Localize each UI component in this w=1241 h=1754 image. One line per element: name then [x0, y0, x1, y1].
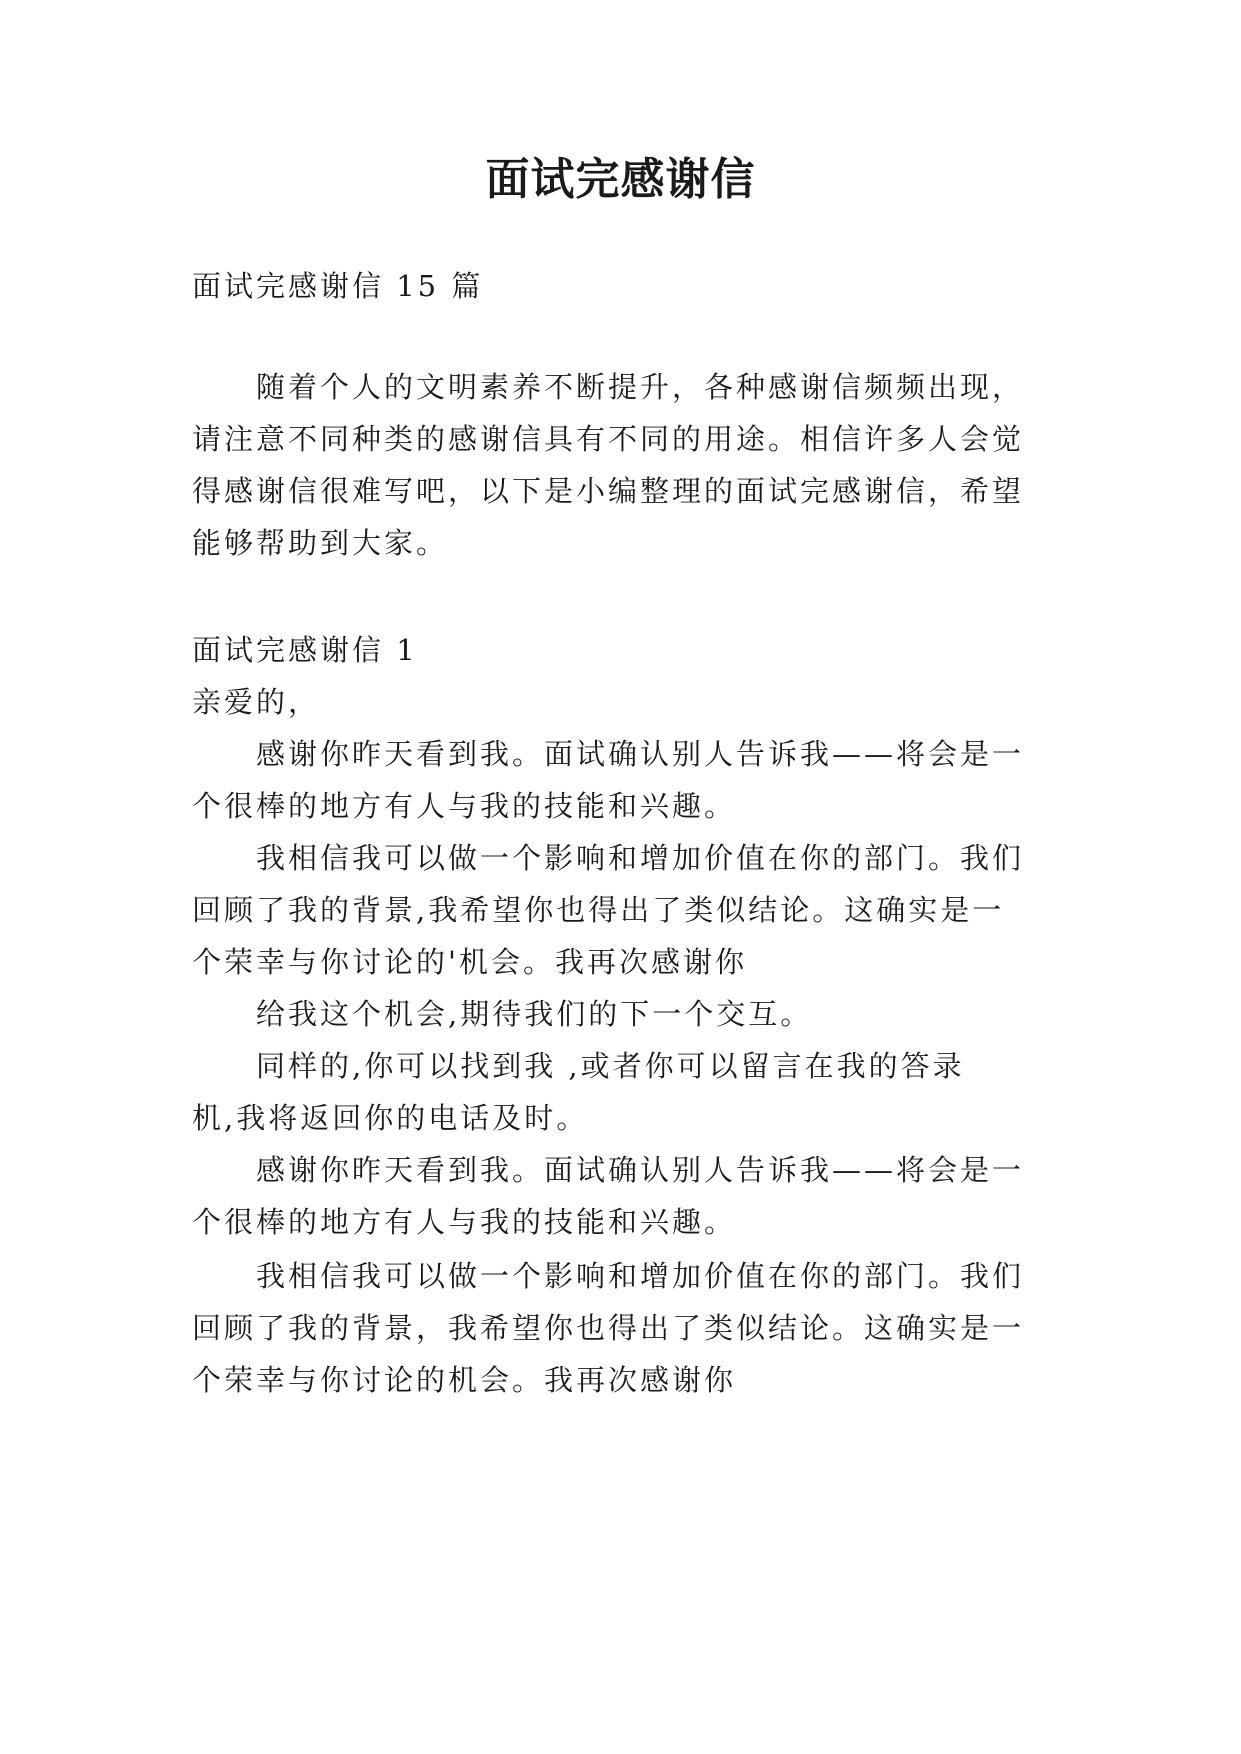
intro-line: 得感谢信很难写吧，以下是小编整理的面试完感谢信，希望 — [192, 474, 1025, 508]
body-line: 个很棒的地方有人与我的技能和兴趣。 — [192, 789, 737, 823]
section-heading: 面试完感谢信 1 — [192, 633, 418, 667]
body-line: 机,我将返回你的电话及时。 — [192, 1101, 589, 1135]
body-line: 我相信我可以做一个影响和增加价值在你的部门。我们 — [256, 841, 1025, 875]
body-line: 个很棒的地方有人与我的技能和兴趣。 — [192, 1205, 737, 1239]
document-subtitle: 面试完感谢信 15 篇 — [192, 269, 484, 303]
intro-line: 能够帮助到大家。 — [192, 526, 449, 560]
body-line: 同样的,你可以找到我 ,或者你可以留言在我的答录 — [256, 1049, 965, 1083]
body-line: 个荣幸与你讨论的机会。我再次感谢你 — [192, 1363, 737, 1397]
body-line: 回顾了我的背景，我希望你也得出了类似结论。这确实是一 — [192, 1311, 1025, 1345]
salutation: 亲爱的， — [192, 685, 321, 719]
document-title: 面试完感谢信 — [485, 154, 756, 205]
body-line: 感谢你昨天看到我。面试确认别人告诉我——将会是一 — [256, 737, 1025, 771]
body-line: 个荣幸与你讨论的'机会。我再次感谢你 — [192, 945, 747, 979]
body-line: 给我这个机会,期待我们的下一个交互。 — [256, 997, 813, 1031]
body-line: 回顾了我的背景,我希望你也得出了类似结论。这确实是一 — [192, 893, 1005, 927]
body-line: 感谢你昨天看到我。面试确认别人告诉我——将会是一 — [256, 1153, 1025, 1187]
body-line: 我相信我可以做一个影响和增加价值在你的部门。我们 — [256, 1259, 1025, 1293]
intro-line: 请注意不同种类的感谢信具有不同的用途。相信许多人会觉 — [192, 422, 1025, 456]
intro-line: 随着个人的文明素养不断提升，各种感谢信频频出现， — [256, 370, 1025, 404]
